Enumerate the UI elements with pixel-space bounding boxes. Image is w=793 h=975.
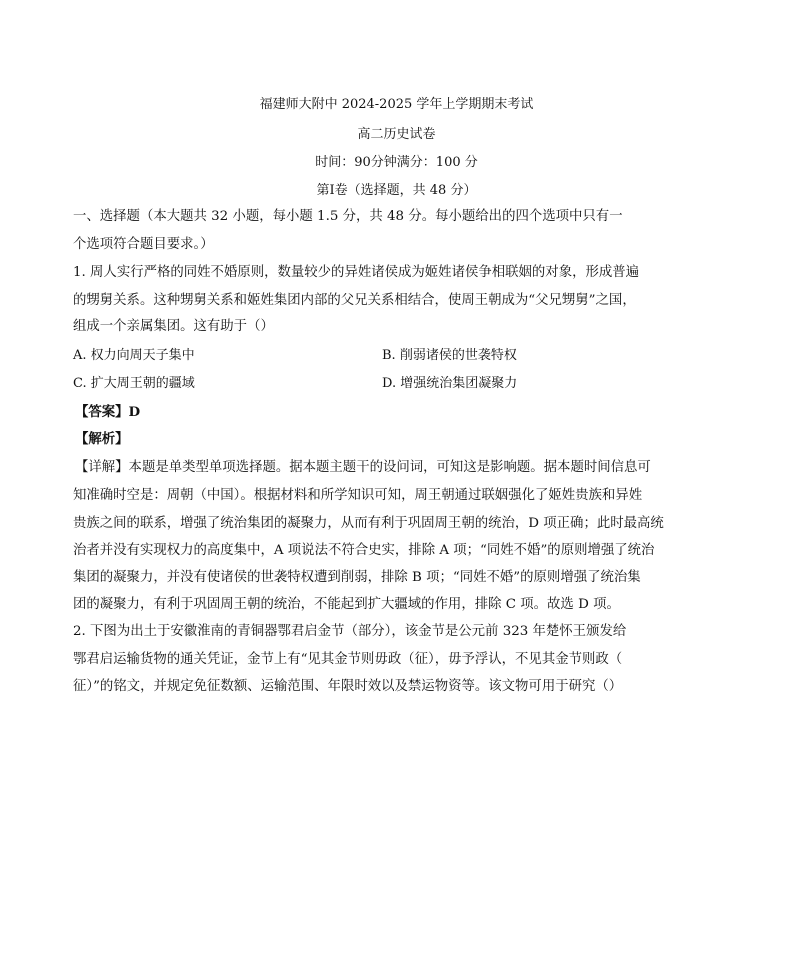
- q1-analysis-label: 【解析】: [75, 431, 129, 447]
- q1-option-b: B. 削弱诸侯的世袭特权: [382, 348, 517, 363]
- q1-answer: 【答案】D: [75, 404, 141, 420]
- q1-stem-line-3: 组成一个亲属集团。这有助于（）: [73, 319, 274, 334]
- q1-option-a: A. 权力向周天子集中: [73, 348, 195, 363]
- section-instructions-line-2: 个选项符合题目要求。）: [73, 237, 214, 252]
- q1-option-d: D. 增强统治集团凝聚力: [382, 376, 518, 391]
- volume-heading: 第Ⅰ卷（选择题，共 48 分）: [316, 183, 477, 198]
- exam-title: 福建师大附中 2024-2025 学年上学期期末考试: [259, 97, 534, 112]
- q1-detail-line-5: 集团的凝聚力，并没有使诸侯的世袭特权遭到削弱，排除 B 项；“同姓不婚”的原则增强了统治集: [73, 570, 641, 585]
- q1-stem-line-2: 的甥舅关系。这种甥舅关系和姬姓集团内部的父兄关系相结合，使周王朝成为“父兄甥舅”之国，: [73, 293, 636, 308]
- q1-detail-line-2: 知准确时空是：周朝（中国）。根据材料和所学知识可知，周王朝通过联姻强化了姬姓贵族和异姓: [73, 488, 643, 503]
- q2-stem-line-2: 鄂君启运输货物的通关凭证，金节上有“见其金节则毋政（征），毋予浮认，不见其金节则政（: [73, 652, 623, 667]
- section-instructions-line-1: 一、选择题（本大题共 32 小题，每小题 1.5 分，共 48 分。每小题给出的四个选项中只有一: [73, 209, 623, 224]
- exam-subtitle: 高二历史试卷: [357, 127, 436, 142]
- q1-detail-line-1: 【详解】本题是单类型单项选择题。据本题主题干的设问词，可知这是影响题。据本题时间信息可: [75, 460, 651, 475]
- time-score-line: 时间：90分钟满分：100 分: [315, 155, 478, 170]
- q2-stem-line-1: 2. 下图为出土于安徽淮南的青铜器鄂君启金节（部分），该金节是公元前 323 年楚怀王颁发给: [73, 624, 627, 639]
- q1-detail-line-6: 团的凝聚力，有利于巩固周王朝的统治，不能起到扩大疆域的作用，排除 C 项。故选 D 项。: [73, 597, 620, 612]
- q1-stem-line-1: 1. 周人实行严格的同姓不婚原则，数量较少的异姓诸侯成为姬姓诸侯争相联姻的对象，形成普遍: [73, 265, 640, 280]
- q2-stem-line-3: 征）”的铭文，并规定免征数额、运输范围、年限时效以及禁运物资等。该文物可用于研究（）: [73, 679, 623, 694]
- q1-detail-line-4: 治者并没有实现权力的高度集中，A 项说法不符合史实，排除 A 项；“同姓不婚”的原则增强了统治: [73, 543, 655, 558]
- q1-option-c: C. 扩大周王朝的疆域: [73, 376, 195, 391]
- q1-detail-line-3: 贵族之间的联系，增强了统治集团的凝聚力，从而有利于巩固周王朝的统治，D 项正确；此时最高统: [73, 516, 664, 531]
